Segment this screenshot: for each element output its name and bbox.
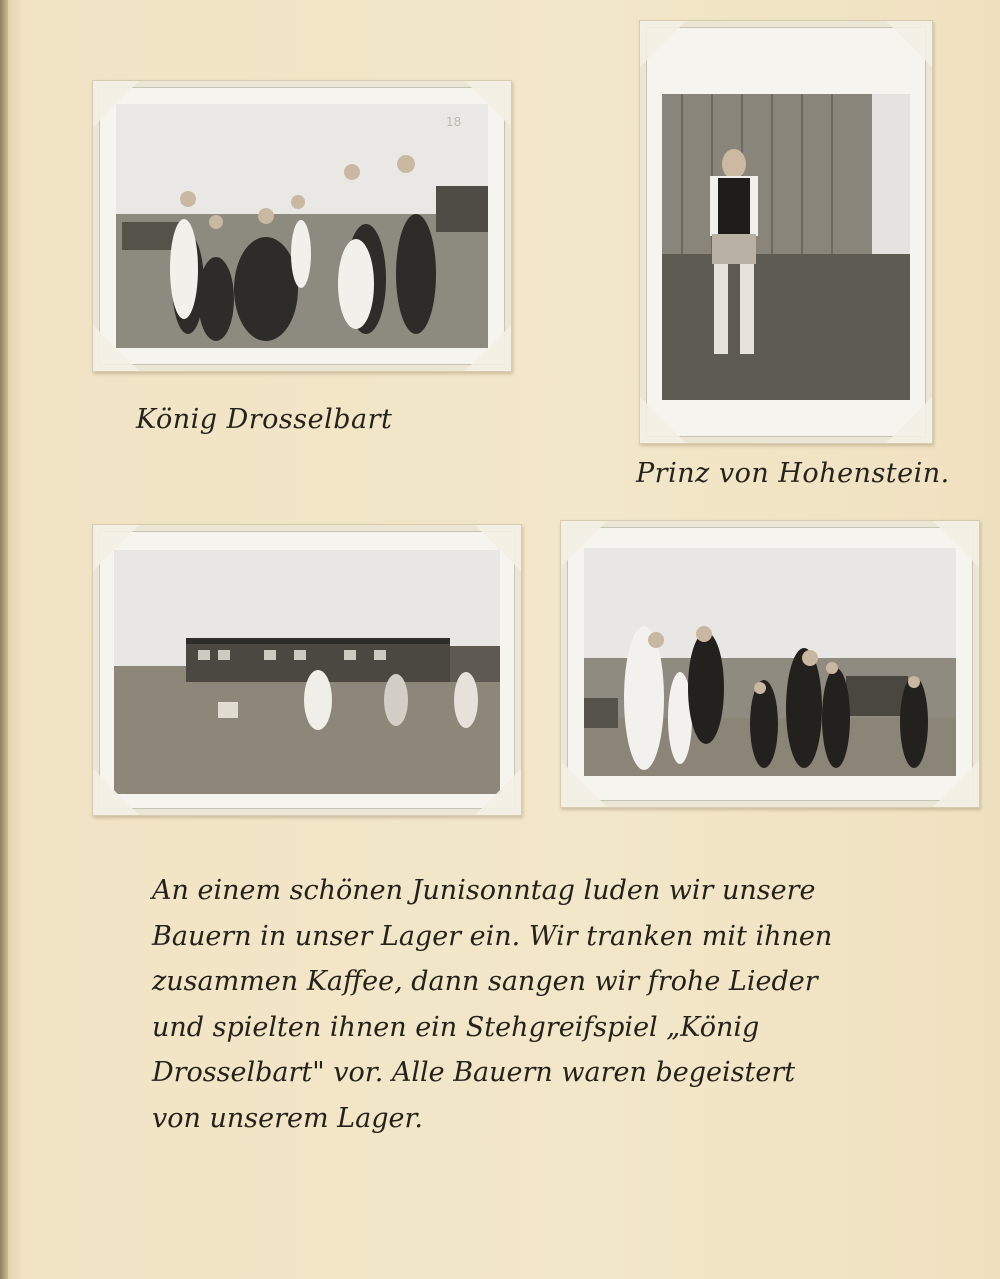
handwritten-paragraph (152, 868, 852, 1141)
caption-photo-2: Prinz von Hohenstein. (636, 458, 950, 489)
photo-king-drosselbart (99, 87, 505, 365)
paragraph-line: An einem schönen Junisonntag luden wir unsere (152, 875, 816, 906)
photo-group-dance (567, 527, 973, 801)
paragraph-line: und spielten ihnen ein Stehgreifspiel „König (152, 1011, 760, 1043)
paragraph-line: von unserem Lager. (152, 1102, 423, 1134)
photo-camp-field (99, 531, 515, 809)
photo-prince-hohenstein (646, 27, 926, 437)
album-binding-edge (0, 0, 8, 1279)
photo-image (116, 104, 488, 348)
paragraph-line: Bauern in unser Lager ein. Wir tranken mit ihnen (152, 920, 833, 952)
photo-image (662, 94, 910, 400)
photo-mount-4 (560, 520, 980, 808)
caption-photo-1: König Drosselbart (136, 404, 393, 435)
photo-number-mark: 18 (446, 115, 462, 129)
paragraph-line: zusammen Kaffee, dann sangen wir frohe Lieder (152, 966, 818, 997)
photo-mount-1 (92, 80, 512, 372)
photo-image (584, 548, 956, 776)
paragraph-line: Drosselbart" vor. Alle Bauern waren begeistert (152, 1057, 796, 1088)
photo-mount-3 (92, 524, 522, 816)
photo-mount-2 (639, 20, 933, 444)
photo-image (114, 550, 500, 794)
